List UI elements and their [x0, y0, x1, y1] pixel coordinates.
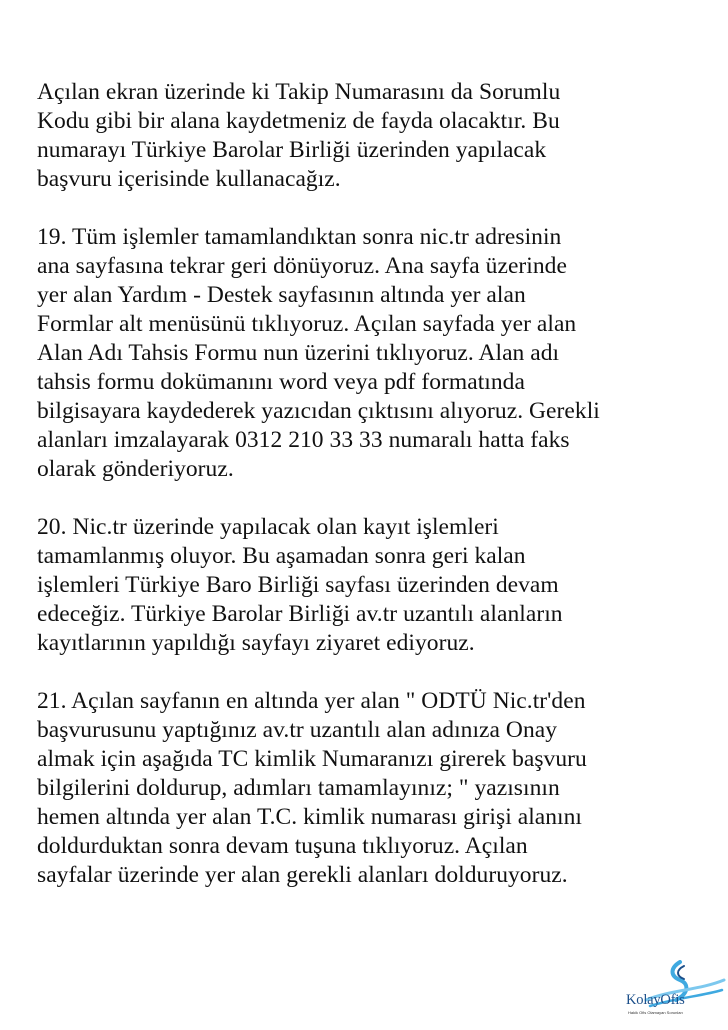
text-line: bilgisayara kaydederek yazıcıdan çıktısını alıyoruz. Gerekli [37, 398, 600, 424]
text-line: hemen altında yer alan T.C. kimlik numarası girişi alanını [37, 804, 583, 830]
logo-name: KolayOfis [626, 992, 685, 1008]
text-line: Açılan ekran üzerinde ki Takip Numarasını da Sorumlu [37, 79, 561, 105]
text-line: başvuru içerisinde kullanacağız. [37, 166, 341, 192]
text-line: Kodu gibi bir alana kaydetmeniz de fayda olacaktır. Bu [37, 108, 560, 134]
text-line: 21. Açılan sayfanın en altında yer alan " ODTÜ Nic.tr'den [37, 688, 586, 714]
text-line: tamamlanmış oluyor. Bu aşamadan sonra geri kalan [37, 543, 526, 569]
text-line: 19. Tüm işlemler tamamlandıktan sonra nic.tr adresinin [37, 224, 562, 250]
text-line: almak için aşağıda TC kimlik Numaranızı girerek başvuru [37, 746, 587, 772]
text-line: 20. Nic.tr üzerinde yapılacak olan kayıt işlemleri [37, 514, 499, 540]
text-line: Formlar alt menüsünü tıklıyoruz. Açılan sayfada yer alan [37, 311, 577, 337]
paragraph-step-20 [37, 513, 717, 658]
paragraph-step-19 [37, 223, 717, 484]
paragraph-intro [37, 78, 717, 194]
text-line: kayıtlarının yapıldığı sayfayı ziyaret ediyoruz. [37, 630, 475, 656]
kolayofis-logo [618, 960, 728, 1020]
text-line: numarayı Türkiye Barolar Birliği üzerinden yapılacak [37, 137, 547, 163]
text-line: edeceğiz. Türkiye Barolar Birliği av.tr uzantılı alanların [37, 601, 563, 627]
text-line: sayfalar üzerinde yer alan gerekli alanları dolduruyoruz. [37, 862, 568, 888]
text-line: başvurusunu yaptığınız av.tr uzantılı alan adınıza Onay [37, 717, 558, 743]
text-line: tahsis formu dokümanını word veya pdf formatında [37, 369, 525, 395]
text-line: ana sayfasına tekrar geri dönüyoruz. Ana sayfa üzerinde [37, 253, 567, 279]
document-body [37, 78, 717, 919]
text-line: bilgilerini doldurup, adımları tamamlayınız; " yazısının [37, 775, 560, 801]
text-line: Alan Adı Tahsis Formu nun üzerini tıklıyoruz. Alan adı [37, 340, 560, 366]
text-line: alanları imzalayarak 0312 210 33 33 numaralı hatta faks [37, 427, 570, 453]
logo-tagline: Hakik Ofis Olamayan Sorunları [628, 1010, 683, 1015]
text-line: doldurduktan sonra devam tuşuna tıklıyoruz. Açılan [37, 833, 528, 859]
text-line: yer alan Yardım - Destek sayfasının altında yer alan [37, 282, 526, 308]
paragraph-step-21 [37, 687, 717, 890]
text-line: olarak gönderiyoruz. [37, 456, 234, 482]
text-line: işlemleri Türkiye Baro Birliği sayfası üzerinden devam [37, 572, 559, 598]
